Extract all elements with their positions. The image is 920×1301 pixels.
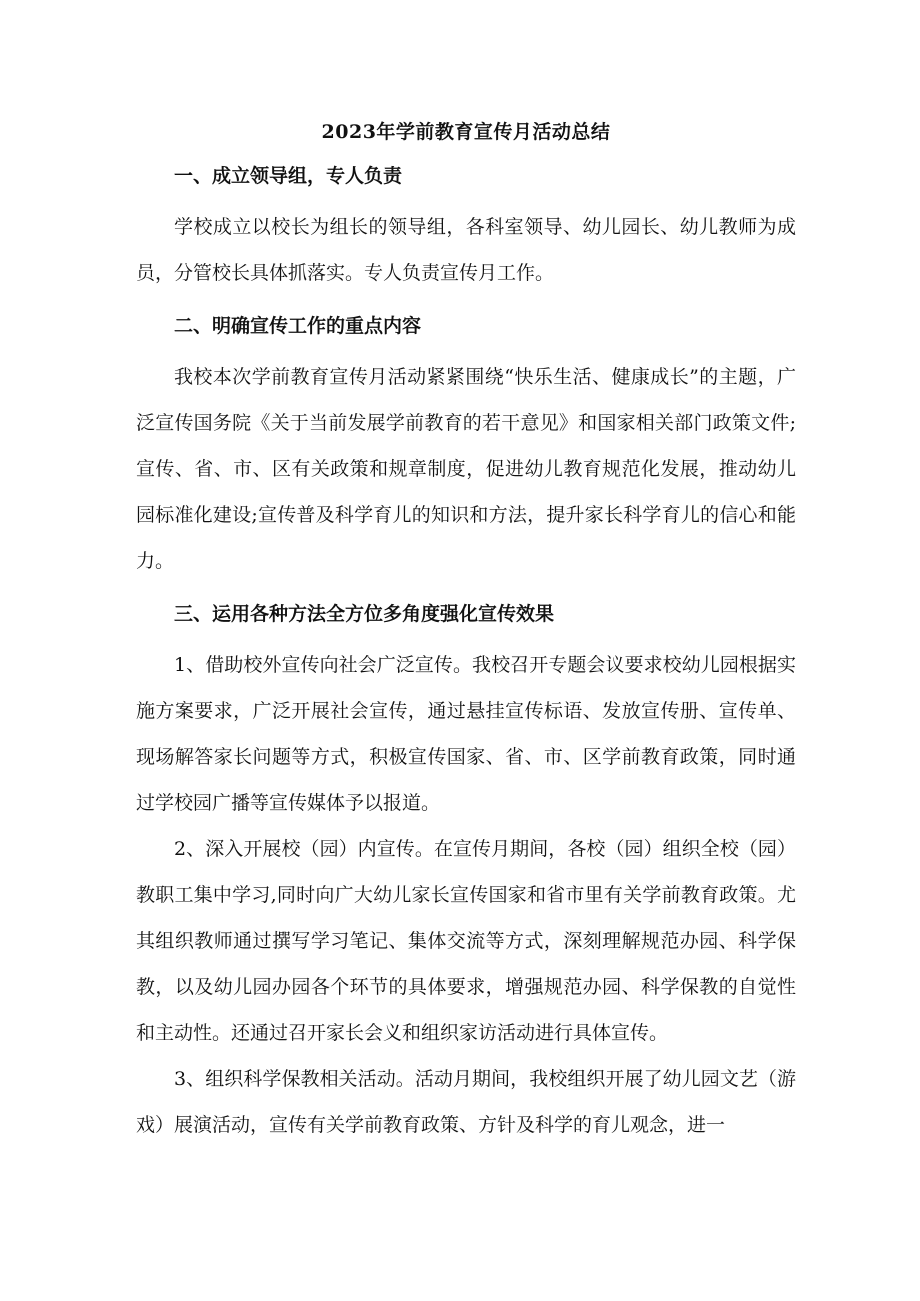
section-3-paragraph-2: 2、深入开展校（园）内宣传。在宣传月期间，各校（园）组织全校（园）教职工集中学习,同时向广大幼儿家长宣传国家和省市里有关学前教育政策。尤其组织教师通过撰写学习笔记、集体交流等方式，深刻理解规范办园、科学保教，以及幼儿园办园各个环节的具体要求，增强规范办园、科学保教的自觉性和主动性。还通过召开家长会义和组织家访活动进行具体宣传。 xyxy=(136,838,796,1044)
section-heading-2: 二、明确宣传工作的重点内容 xyxy=(174,315,422,337)
section-1-paragraph-1: 学校成立以校长为组长的领导组，各科室领导、幼儿园长、幼儿教师为成员，分管校长具体抓落实。专人负责宣传月工作。 xyxy=(136,216,796,284)
section-3-paragraph-1: 1、借助校外宣传向社会广泛宣传。我校召开专题会议要求校幼儿园根据实施方案要求，广泛开展社会宣传，通过悬挂宣传标语、发放宣传册、宣传单、现场解答家长问题等方式，积极宣传国家、省、市、区学前教育政策，同时通过学校园广播等宣传媒体予以报道。 xyxy=(136,654,796,814)
section-2-paragraph-1: 我校本次学前教育宣传月活动紧紧围绕“快乐生活、健康成长”的主题，广泛宣传国务院《关于当前发展学前教育的若干意见》和国家相关部门政策文件;宣传、省、市、区有关政策和规章制度，促进幼儿教育规范化发展，推动幼儿园标准化建设;宣传普及科学育儿的知识和方法，提升家长科学育儿的信心和能力。 xyxy=(136,366,796,572)
document-body xyxy=(136,118,796,1148)
section-heading-3: 三、运用各种方法全方位多角度强化宣传效果 xyxy=(174,603,555,625)
section-3-paragraph-3: 3、组织科学保教相关活动。活动月期间，我校组织开展了幼儿园文艺（游戏）展演活动，宣传有关学前教育政策、方针及科学的育儿观念，进一 xyxy=(136,1068,796,1136)
document-title: 2023年学前教育宣传月活动总结 xyxy=(321,121,611,143)
section-heading-1: 一、成立领导组，专人负责 xyxy=(174,165,403,187)
